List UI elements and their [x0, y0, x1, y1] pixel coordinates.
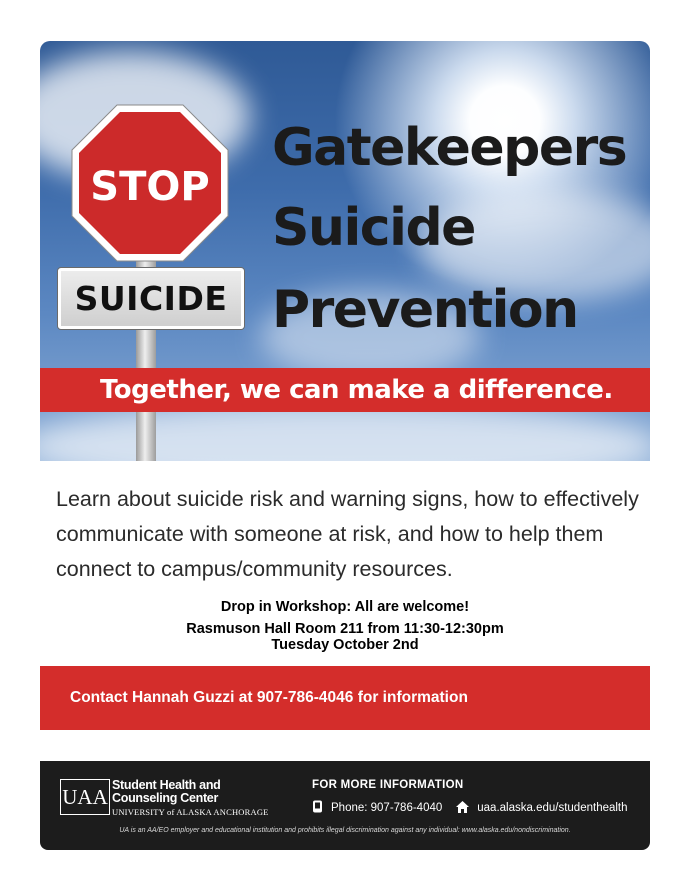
hero-banner [40, 41, 650, 461]
title-line: Gatekeepers [272, 118, 627, 178]
workshop-line: Drop in Workshop: All are welcome! [220, 599, 470, 615]
contact-banner: Contact Hannah Guzzi at 907-786-4046 for information [40, 666, 650, 730]
stop-sign-text: STOP [90, 164, 210, 210]
phone-number: Phone: 907-786-4040 [331, 802, 443, 814]
org-line: Student Health and [112, 778, 221, 792]
disclaimer: UA is an AA/EO employer and educational institution and prohibits illegal discrimination against any individual: www.alaska.edu/nondiscrimination. [119, 827, 571, 834]
uaa-logo: UAA [60, 779, 110, 815]
phone-icon [312, 800, 323, 816]
title-line: Prevention [272, 280, 578, 340]
org-name [112, 779, 269, 819]
workshop-details [40, 598, 650, 654]
more-info-heading: FOR MORE INFORMATION [312, 779, 464, 791]
footer [40, 761, 650, 850]
workshop-line: Tuesday October 2nd [271, 637, 419, 653]
suicide-street-sign: SUICIDE [58, 268, 244, 329]
website-link[interactable]: uaa.alaska.edu/studenthealth [477, 802, 628, 814]
workshop-line: Rasmuson Hall Room 211 from 11:30-12:30pm [186, 621, 504, 637]
tagline-band: Together, we can make a difference. [40, 368, 650, 412]
org-subtitle: UNIVERSITY of ALASKA ANCHORAGE [112, 807, 269, 817]
title-line: Suicide [272, 198, 475, 258]
home-icon [456, 801, 469, 816]
contact-line [312, 800, 628, 816]
stop-sign [70, 103, 230, 263]
org-line: Counseling Center [112, 791, 219, 805]
description: Learn about suicide risk and warning signs, how to effectively communicate with someone at risk, and how to help them connect to campus/community resources. [56, 487, 639, 581]
page-title [272, 103, 642, 355]
